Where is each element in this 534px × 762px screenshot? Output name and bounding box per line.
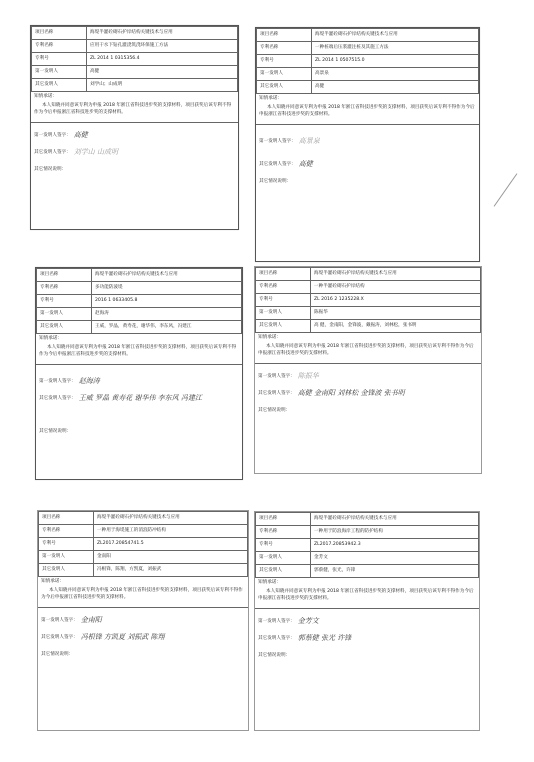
patent-no: ZL 2016 2 1235228.X <box>311 294 481 307</box>
other-signature: 高健 <box>298 160 313 169</box>
form-6-table <box>255 512 479 578</box>
first-inventor: 高景泉 <box>312 68 479 81</box>
other-signature: 郭蔡健 张光 许锋 <box>297 634 352 643</box>
label-project: 项目名称 <box>32 27 87 40</box>
first-inventor: 赵海涛 <box>92 308 242 321</box>
first-signature-label: 第一发明人签字： <box>258 618 295 624</box>
commitment-heading: 知情承诺： <box>39 336 62 341</box>
label-patent: 专利名称 <box>39 525 94 538</box>
first-signature: 赵海涛 <box>78 377 100 386</box>
commitment-heading: 知情承诺： <box>258 580 281 585</box>
first-signature-label: 第一发明人签字： <box>34 132 71 138</box>
other-signature-label: 其它发明人签字： <box>34 149 71 155</box>
other-signature-label: 其它发明人签字： <box>259 161 296 167</box>
first-inventor: 金芳文 <box>311 552 479 565</box>
label-other-inventors: 其它发明人 <box>256 320 311 333</box>
other-inventors: 冯根锋，陈翔，方凯夏，刘振武 <box>94 564 248 577</box>
first-signature: 金芳文 <box>297 617 319 626</box>
form-5-table <box>38 511 248 577</box>
patent-name: 多功能防波堤 <box>92 282 242 295</box>
remark-label: 其它情况说明： <box>39 428 72 434</box>
first-signature-row <box>258 617 476 626</box>
first-signature: 高健 <box>73 131 88 140</box>
commitment-section <box>31 92 238 175</box>
commitment-text: 本人知晓并同意该专利为申报 2018 年浙江省科技进步奖的支撑材料，项目获奖后该专利不得作为今后申报浙江省科技进步奖的支撑材料。 <box>34 102 232 116</box>
label-other-inventors: 其它发明人 <box>32 79 87 92</box>
label-patent-no: 专利号 <box>39 538 94 551</box>
other-signature-label: 其它发明人签字： <box>39 395 76 401</box>
form-2-table <box>256 28 479 94</box>
other-signature: 王威 罗晶 黄寿花 谢华伟 李东风 冯建江 <box>78 394 202 403</box>
label-first-inventor: 第一发明人 <box>257 68 312 81</box>
commitment-text: 本人知晓并同意该专利为申报 2018 年浙江省科技进步奖的支撑材料，项目获奖后该专利不得作为今后申报浙江省科技进步奖的支撑材料。 <box>39 344 237 358</box>
first-signature: 陈振华 <box>297 372 319 381</box>
remark-label: 其它情况说明： <box>259 178 292 184</box>
first-signature-label: 第一发明人签字： <box>39 378 76 384</box>
form-3-table <box>36 268 242 334</box>
first-inventor: 陈振华 <box>311 307 481 320</box>
patent-form-1 <box>30 25 239 230</box>
commitment-heading: 知情承诺： <box>258 335 281 340</box>
first-signature-row <box>34 131 235 140</box>
patent-name: 一种用于防浪海岸工程的防护结构 <box>311 526 479 539</box>
project-name: 海堤半灌砼砌石护岸结构关键技术与应用 <box>311 268 481 281</box>
label-other-inventors: 其它发明人 <box>257 81 312 94</box>
label-project: 项目名称 <box>256 513 311 526</box>
first-signature-label: 第一发明人签字： <box>258 373 295 379</box>
other-inventors: 刘学山；山成明 <box>87 79 238 92</box>
patent-name: 一种桩端后压浆灌注桩及其施工方法 <box>312 42 479 55</box>
first-signature: 高景泉 <box>298 137 320 146</box>
label-other-inventors: 其它发明人 <box>37 321 92 334</box>
other-signature-row <box>39 394 239 403</box>
patent-name: 一种用于海堤施工的消浪防冲结构 <box>94 525 248 538</box>
patent-no: ZL 2014 1 0507515.0 <box>312 55 479 68</box>
commitment-heading: 知情承诺： <box>259 96 282 101</box>
label-patent: 专利名称 <box>32 40 87 53</box>
label-patent: 专利名称 <box>257 42 312 55</box>
label-patent-no: 专利号 <box>256 539 311 552</box>
remark-label: 其它情况说明： <box>34 166 67 172</box>
first-signature: 金南阳 <box>80 616 102 625</box>
label-project: 项目名称 <box>257 29 312 42</box>
other-signature-row <box>258 389 478 398</box>
label-patent-no: 专利号 <box>32 53 87 66</box>
scan-mark <box>494 173 518 206</box>
commitment-section <box>255 333 481 416</box>
first-signature-row <box>39 377 239 386</box>
project-name: 海堤半灌砼砌石护岸结构关键技术与应用 <box>87 27 238 40</box>
other-signature: 刘学山 山成明 <box>73 148 118 157</box>
commitment-section <box>256 94 479 187</box>
label-patent: 专利名称 <box>256 281 311 294</box>
patent-form-2 <box>255 27 480 262</box>
commitment-text: 本人知晓并同意该专利为申报 2018 年浙江省科技进步奖的支撑材料，项目获奖后该专利不得作为今后申报浙江省科技进步奖的支撑材料。 <box>41 587 243 601</box>
patent-no: ZL 2014 1 0315356.4 <box>87 53 238 66</box>
patent-name: 应用干水下钻孔灌浇筑浇环保施工方法 <box>87 40 238 53</box>
other-signature-label: 其它发明人签字： <box>258 390 295 396</box>
form-1-table <box>31 26 238 92</box>
first-signature-row <box>258 372 478 381</box>
other-inventors: 高 健，金南阳，金锋波，戴振涛，刘林松，张书明 <box>311 320 481 333</box>
label-patent-no: 专利号 <box>256 294 311 307</box>
commitment-section <box>255 578 479 661</box>
remark-label: 其它情况说明： <box>41 651 74 657</box>
patent-no: 2016 1 0633405.8 <box>92 295 242 308</box>
first-inventor: 高健 <box>87 66 238 79</box>
patent-no: ZL2017.20853942.3 <box>311 539 479 552</box>
label-project: 项目名称 <box>256 268 311 281</box>
other-signature: 高健 金南阳 刘林松 金锋波 张书明 <box>297 389 405 398</box>
label-patent: 专利名称 <box>256 526 311 539</box>
other-signature-row <box>34 148 235 157</box>
other-inventors: 高健 <box>312 81 479 94</box>
commitment-text: 本人知晓并同意该专利为申报 2018 年浙江省科技进步奖的支撑材料，项目获奖后该专利不得作为今后申报浙江省科技进步奖的支撑材料。 <box>259 104 475 118</box>
label-patent-no: 专利号 <box>257 55 312 68</box>
patent-form-4 <box>254 266 482 474</box>
other-signature: 冯根锋 方凯夏 刘振武 陈翔 <box>80 633 165 642</box>
label-patent: 专利名称 <box>37 282 92 295</box>
first-signature-row <box>259 137 476 146</box>
other-inventors: 郭蔡健，张光，许锋 <box>311 565 479 578</box>
project-name: 海堤半灌砼砌石护岸结构关键技术与应用 <box>311 513 479 526</box>
first-signature-label: 第一发明人签字： <box>259 138 296 144</box>
label-first-inventor: 第一发明人 <box>256 552 311 565</box>
label-patent-no: 专利号 <box>37 295 92 308</box>
label-first-inventor: 第一发明人 <box>256 307 311 320</box>
other-signature-label: 其它发明人签字： <box>41 634 78 640</box>
other-signature-row <box>259 160 476 169</box>
first-inventor: 金南阳 <box>94 551 248 564</box>
commitment-text: 本人知晓并同意该专利为申报 2018 年浙江省科技进步奖的支撑材料，项目获奖后该专利不得作为今后申报浙江省科技进步奖的支撑材料。 <box>258 588 474 602</box>
remark-label: 其它情况说明： <box>258 652 291 658</box>
commitment-text: 本人知晓并同意该专利为申报 2018 年浙江省科技进步奖的支撑材料，项目获奖后该专利不得作为今后申报浙江省科技进步奖的支撑材料。 <box>258 343 474 357</box>
first-signature-row <box>41 616 245 625</box>
project-name: 海堤半灌砼砌石护岸结构关键技术与应用 <box>92 269 242 282</box>
patent-no: ZL2017.20854741.5 <box>94 538 248 551</box>
form-4-table <box>255 267 481 333</box>
label-project: 项目名称 <box>39 512 94 525</box>
other-inventors: 王威，罗晶，黄寿花，谢华伟，李东风，冯建江 <box>92 321 242 334</box>
patent-form-5 <box>37 510 249 731</box>
first-signature-label: 第一发明人签字： <box>41 617 78 623</box>
label-first-inventor: 第一发明人 <box>37 308 92 321</box>
commitment-section <box>38 577 248 660</box>
project-name: 海堤半灌砼砌石护岸结构关键技术与应用 <box>94 512 248 525</box>
label-project: 项目名称 <box>37 269 92 282</box>
remark-label: 其它情况说明： <box>258 407 291 413</box>
commitment-heading: 知情承诺： <box>41 579 64 584</box>
other-signature-row <box>41 633 245 642</box>
patent-form-6 <box>254 511 480 731</box>
other-signature-label: 其它发明人签字： <box>258 635 295 641</box>
label-other-inventors: 其它发明人 <box>39 564 94 577</box>
label-first-inventor: 第一发明人 <box>39 551 94 564</box>
commitment-heading: 知情承诺： <box>34 94 57 99</box>
label-other-inventors: 其它发明人 <box>256 565 311 578</box>
patent-name: 一种半灌砼砌石护岸结构 <box>311 281 481 294</box>
patent-form-3 <box>35 267 243 480</box>
project-name: 海堤半灌砼砌石护岸结构关键技术与应用 <box>312 29 479 42</box>
label-first-inventor: 第一发明人 <box>32 66 87 79</box>
commitment-section <box>36 334 242 437</box>
other-signature-row <box>258 634 476 643</box>
